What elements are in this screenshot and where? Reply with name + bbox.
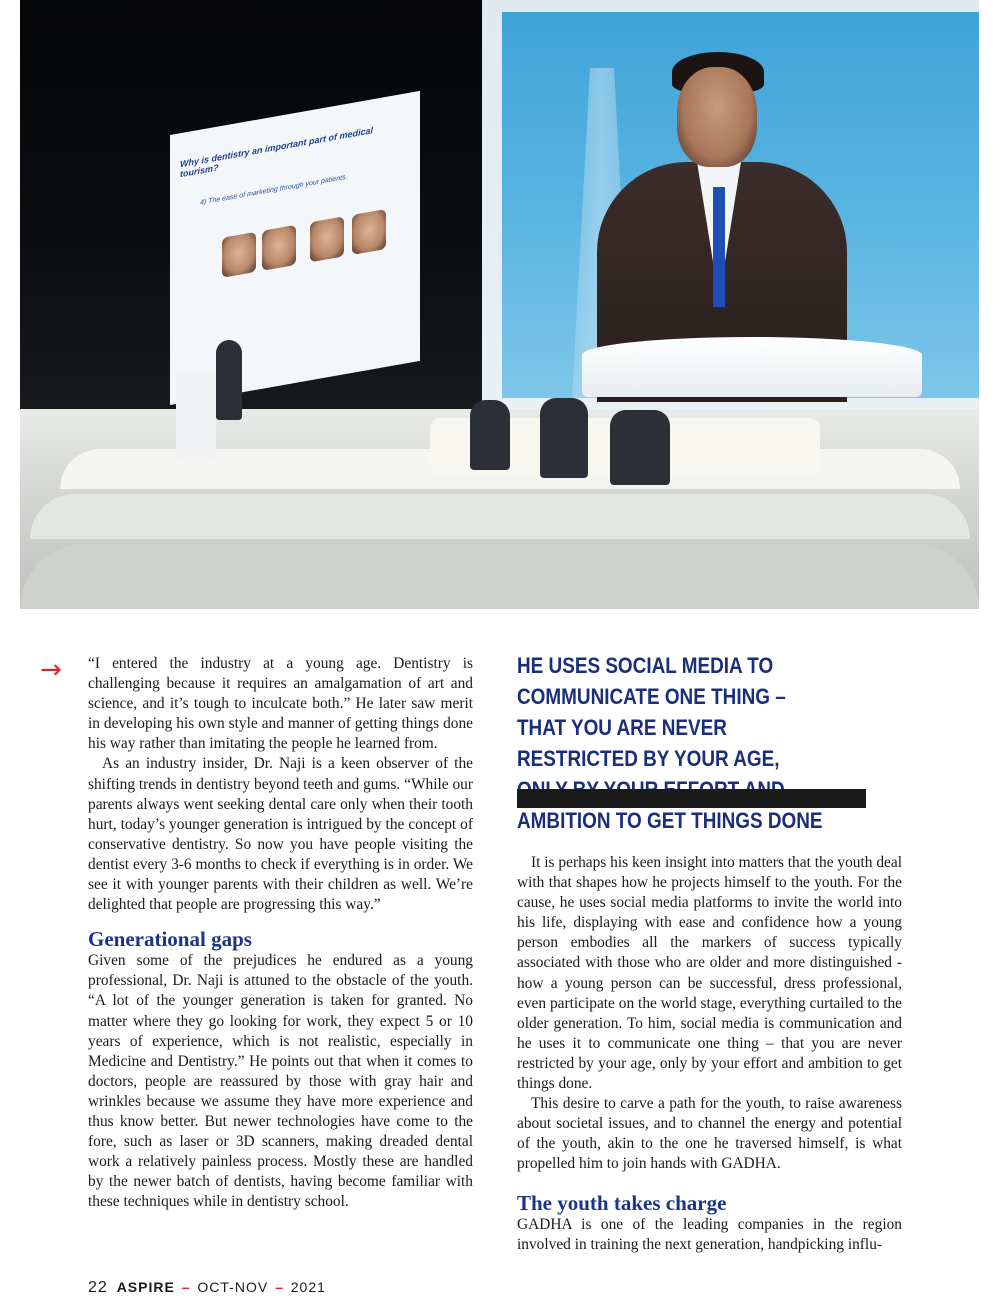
panelist — [610, 410, 670, 485]
right-arrow-icon: → — [40, 655, 62, 685]
paragraph: GADHA is one of the leading companies in the region involved in training the next generation, handpicking influ- — [517, 1215, 902, 1253]
paragraph: Given some of the prejudices he endured as a young professional, Dr. Naji is attuned to the obstacle of the youth. “A lot of the younger generation is taken for granted. No matter where they go looking for work, they expect 5 or 10 years of experience, which is not realistic, especially in Medicine and Dentistry.” He points out that when it comes to doctors, people are reassured by those with gray hair and wrinkles because we assume they have more experience and thus know better. But newer technologies have come to the fore, such as laser or 3D scanners, making dreaded dental work a relatively painless process. Mostly these are handled by the newer batch of dentists, having become familiar with these techniques while in dentistry school. — [88, 952, 473, 1211]
conference-photo — [20, 0, 979, 609]
slide-subtitle: 4) The ease of marketing through your patients. — [200, 173, 348, 207]
paragraph: This desire to carve a path for the youth, to raise awareness about societal issues, and to channel the energy and potential of the youth, akin to the one he traversed himself, is what propelled him to join hands with GADHA. — [517, 1095, 902, 1173]
pull-quote-rule — [517, 789, 866, 808]
large-projection-screen — [482, 0, 979, 420]
panelist — [540, 398, 588, 478]
slide-title: Why is dentistry an important part of medical tourism? — [180, 125, 374, 180]
section-heading: Generational gaps — [88, 927, 252, 952]
paragraph: As an industry insider, Dr. Naji is a keen observer of the shifting trends in dentistry beyond teeth and gums. “While our parents always went seeking dental care only when their tooth hurt, today’s younger generation is intrigued by the concept of conservative dentistry. So now you have people visiting the dentist every 3-6 months to check if everything is in order. We see it with younger parents with their children as well. We’re delighted that people are progressing this way.” — [88, 755, 473, 914]
footer-separator: – — [181, 1279, 191, 1295]
page-number: 22 — [88, 1279, 108, 1296]
speaker — [216, 340, 242, 420]
pull-quote: HE USES SOCIAL MEDIA TO COMMUNICATE ONE THING – THAT YOU ARE NEVER RESTRICTED BY YOUR AGE, AMBITION TO GET THINGS DONE — [517, 653, 823, 833]
footer-separator: – — [275, 1279, 284, 1295]
speaker-podium — [176, 372, 216, 462]
magazine-name: ASPIRE — [116, 1279, 175, 1295]
issue-year: 2021 — [290, 1279, 326, 1295]
paragraph: “I entered the industry at a young age. Dentistry is challenging because it requires an amalgamation of art and science, and it’s tough to inculcate both.” He later saw merit in developing his own style and manner of getting things done his way rather than imitating the people he learned from. — [88, 655, 473, 753]
article-right-column — [517, 853, 902, 1255]
page-footer — [88, 1279, 326, 1297]
paragraph: It is perhaps his keen insight into matters that the youth deal with that shapes how he projects himself to the youth. For the cause, he uses social media platforms to invite the world into his life, displaying with ease and confidence how a young person embodies all the markers of success typically associated with those who are older and more distinguished - how a young person can be successful, dress professional, even participate on the world stage, everything curtailed to the older generation. To him, social media is communication and he uses it to communicate one thing – that you are never restricted by your age, only by your effort and ambition to get things done. — [517, 854, 902, 1093]
panelist — [470, 400, 510, 470]
issue-months: OCT-NOV — [197, 1279, 269, 1295]
presentation-slide — [170, 91, 420, 405]
article-left-column — [88, 654, 473, 1212]
section-heading: The youth takes charge — [517, 1190, 727, 1215]
